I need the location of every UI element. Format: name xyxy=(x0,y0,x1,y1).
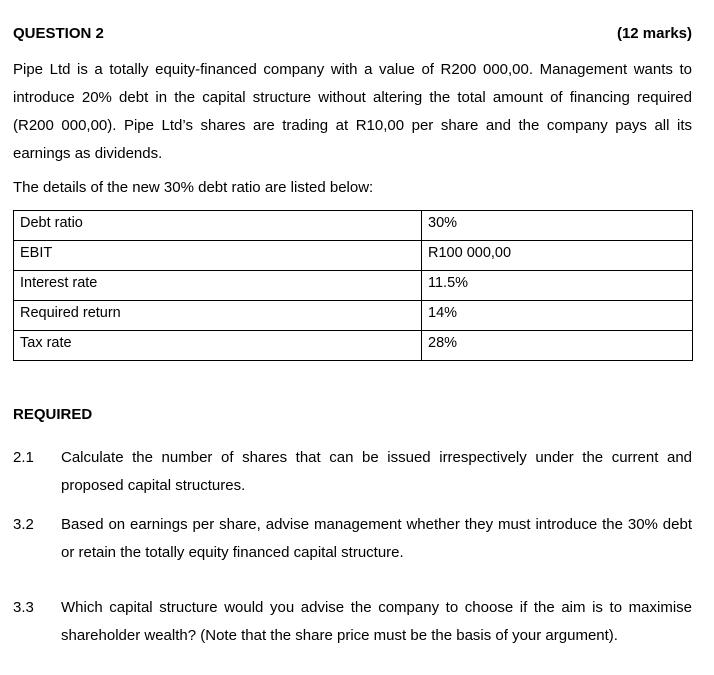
table-row xyxy=(14,301,693,331)
question-label: QUESTION 2 xyxy=(13,25,104,42)
question-number: 3.2 xyxy=(13,516,34,533)
question-item xyxy=(13,594,692,650)
intro-text-last: earnings as dividends. xyxy=(13,145,163,162)
table-row xyxy=(14,241,693,271)
details-table xyxy=(13,210,693,361)
question-item xyxy=(13,511,692,567)
question-header xyxy=(13,25,692,42)
row-value: R100 000,00 xyxy=(422,241,693,271)
question-number: 2.1 xyxy=(13,449,34,466)
row-value: 11.5% xyxy=(422,271,693,301)
question-item xyxy=(13,444,692,500)
row-value: 28% xyxy=(422,331,693,361)
intro-paragraph xyxy=(13,56,692,168)
row-label: Interest rate xyxy=(14,271,422,301)
question-text: Which capital structure would you advise the company to choose if the aim is to maximise shareholder wealth? (Note that the share price must be the basis of your argument). xyxy=(61,599,692,644)
table-row xyxy=(14,271,693,301)
table-row xyxy=(14,211,693,241)
question-text: Based on earnings per share, advise management whether they must introduce the 30% debt or retain the totally equity financed capital structure. xyxy=(61,516,692,561)
row-label: Required return xyxy=(14,301,422,331)
marks-label: (12 marks) xyxy=(616,25,692,42)
required-heading: REQUIRED xyxy=(13,406,93,423)
question-text: Calculate the number of shares that can be issued irrespectively under the current and proposed capital structures. xyxy=(61,449,692,494)
intro-text-main: Pipe Ltd is a totally equity-financed company with a value of R200 000,00. Management wants to introduce 20% debt in the capital structure without altering the total amount of financing required (R200 000,00). Pipe Ltd’s shares are trading at R10,00 per share and the company pays all its xyxy=(13,61,692,134)
details-lead: The details of the new 30% debt ratio are listed below: xyxy=(13,179,374,196)
row-label: Debt ratio xyxy=(14,211,422,241)
table-row xyxy=(14,331,693,361)
row-value: 30% xyxy=(422,211,693,241)
row-label: EBIT xyxy=(14,241,422,271)
row-label: Tax rate xyxy=(14,331,422,361)
question-number: 3.3 xyxy=(13,599,34,616)
row-value: 14% xyxy=(422,301,693,331)
